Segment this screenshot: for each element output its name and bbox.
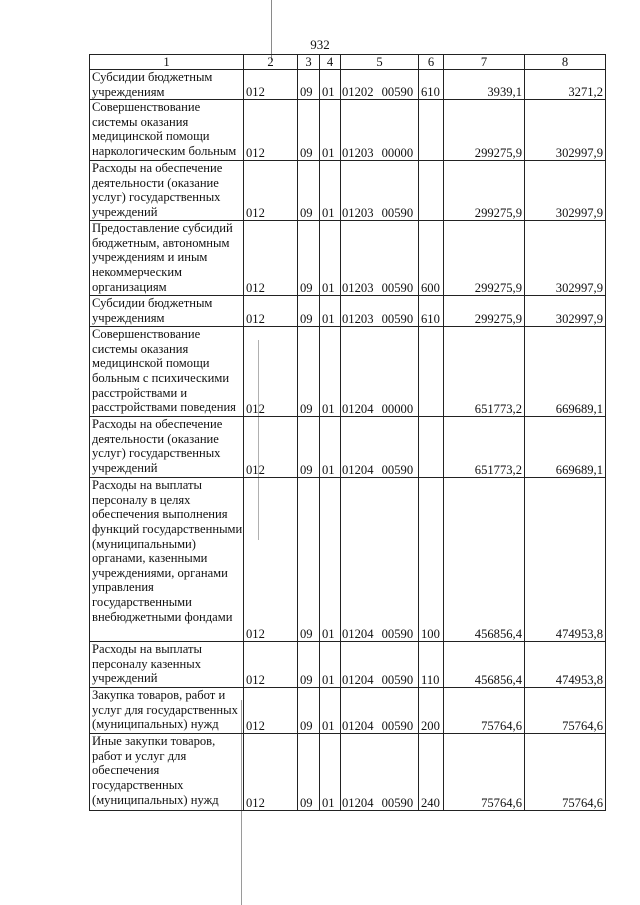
table-body (90, 70, 606, 811)
table-row (90, 221, 606, 296)
column-header: 6 (419, 55, 444, 70)
ministry-code: 012 (244, 417, 298, 478)
item-name: Расходы на выплаты персоналу в целях обеспечения выполнения функций государственными (муниципальными) органами, казенными учреждениями, органами управления государственными внебюджетными фондами (90, 478, 244, 642)
item-name: Иные закупки товаров, работ и услуг для обеспечения государственных (муниципальных) нужд (90, 734, 244, 811)
table-row (90, 70, 606, 100)
table-row (90, 100, 606, 161)
subsection-code: 01 (320, 642, 341, 688)
amount-year1: 3939,1 (444, 70, 525, 100)
budget-table (89, 54, 606, 811)
amount-year2: 669689,1 (525, 417, 606, 478)
expense-type-code: 610 (419, 70, 444, 100)
amount-year2: 474953,8 (525, 478, 606, 642)
amount-year1: 75764,6 (444, 688, 525, 734)
ministry-code: 012 (244, 688, 298, 734)
ministry-code: 012 (244, 100, 298, 161)
table-row (90, 296, 606, 327)
subsection-code: 01 (320, 100, 341, 161)
expense-type-code: 110 (419, 642, 444, 688)
amount-year1: 299275,9 (444, 100, 525, 161)
expense-type-code (419, 327, 444, 417)
section-code: 09 (298, 734, 320, 811)
expense-type-code: 610 (419, 296, 444, 327)
section-code: 09 (298, 688, 320, 734)
subsection-code: 01 (320, 221, 341, 296)
table-row (90, 734, 606, 811)
ministry-code: 012 (244, 642, 298, 688)
item-name: Предоставление субсидий бюджетным, автономным учреждениям и иным некоммерческим организациям (90, 221, 244, 296)
section-code: 09 (298, 296, 320, 327)
item-name: Субсидии бюджетным учреждениям (90, 296, 244, 327)
ministry-code: 012 (244, 296, 298, 327)
target-article-code: 01202 00590 (341, 70, 419, 100)
amount-year2: 302997,9 (525, 100, 606, 161)
table-row (90, 688, 606, 734)
subsection-code: 01 (320, 161, 341, 221)
target-article-code: 01204 00590 (341, 642, 419, 688)
target-article-code: 01203 00590 (341, 221, 419, 296)
column-header: 5 (341, 55, 419, 70)
subsection-code: 01 (320, 688, 341, 734)
expense-type-code: 200 (419, 688, 444, 734)
ministry-code: 012 (244, 734, 298, 811)
page-number: 932 (310, 37, 330, 52)
item-name: Субсидии бюджетным учреждениям (90, 70, 244, 100)
item-name: Совершенствование системы оказания медицинской помощи больным с психическими расстройствами и расстройствами поведения (90, 327, 244, 417)
table-row (90, 642, 606, 688)
amount-year2: 302997,9 (525, 296, 606, 327)
amount-year2: 302997,9 (525, 221, 606, 296)
target-article-code: 01203 00590 (341, 296, 419, 327)
section-code: 09 (298, 327, 320, 417)
column-header: 3 (298, 55, 320, 70)
target-article-code: 01203 00590 (341, 161, 419, 221)
item-name: Закупка товаров, работ и услуг для государственных (муниципальных) нужд (90, 688, 244, 734)
subsection-code: 01 (320, 478, 341, 642)
amount-year1: 299275,9 (444, 221, 525, 296)
subsection-code: 01 (320, 296, 341, 327)
section-code: 09 (298, 642, 320, 688)
table-header-row (90, 55, 606, 70)
amount-year1: 651773,2 (444, 417, 525, 478)
section-code: 09 (298, 70, 320, 100)
item-name: Расходы на выплаты персоналу казенных учреждений (90, 642, 244, 688)
amount-year2: 302997,9 (525, 161, 606, 221)
target-article-code: 01203 00000 (341, 100, 419, 161)
column-header: 8 (525, 55, 606, 70)
item-name: Совершенствование системы оказания медицинской помощи наркологическим больным (90, 100, 244, 161)
subsection-code: 01 (320, 327, 341, 417)
section-code: 09 (298, 221, 320, 296)
ministry-code: 012 (244, 221, 298, 296)
expense-type-code: 100 (419, 478, 444, 642)
item-name: Расходы на обеспечение деятельности (оказание услуг) государственных учреждений (90, 417, 244, 478)
amount-year2: 75764,6 (525, 734, 606, 811)
amount-year1: 299275,9 (444, 161, 525, 221)
target-article-code: 01204 00590 (341, 417, 419, 478)
table-row (90, 161, 606, 221)
section-code: 09 (298, 100, 320, 161)
amount-year1: 456856,4 (444, 478, 525, 642)
target-article-code: 01204 00590 (341, 734, 419, 811)
amount-year1: 75764,6 (444, 734, 525, 811)
ministry-code: 012 (244, 161, 298, 221)
subsection-code: 01 (320, 70, 341, 100)
amount-year2: 669689,1 (525, 327, 606, 417)
target-article-code: 01204 00000 (341, 327, 419, 417)
column-header: 4 (320, 55, 341, 70)
amount-year1: 299275,9 (444, 296, 525, 327)
expense-type-code (419, 100, 444, 161)
item-name: Расходы на обеспечение деятельности (оказание услуг) государственных учреждений (90, 161, 244, 221)
amount-year1: 651773,2 (444, 327, 525, 417)
table-row (90, 417, 606, 478)
table-row (90, 327, 606, 417)
subsection-code: 01 (320, 417, 341, 478)
amount-year1: 456856,4 (444, 642, 525, 688)
expense-type-code: 240 (419, 734, 444, 811)
ministry-code: 012 (244, 327, 298, 417)
section-code: 09 (298, 478, 320, 642)
expense-type-code (419, 417, 444, 478)
column-header: 1 (90, 55, 244, 70)
column-header: 7 (444, 55, 525, 70)
subsection-code: 01 (320, 734, 341, 811)
section-code: 09 (298, 417, 320, 478)
amount-year2: 75764,6 (525, 688, 606, 734)
target-article-code: 01204 00590 (341, 688, 419, 734)
expense-type-code: 600 (419, 221, 444, 296)
ministry-code: 012 (244, 478, 298, 642)
amount-year2: 3271,2 (525, 70, 606, 100)
amount-year2: 474953,8 (525, 642, 606, 688)
column-header: 2 (244, 55, 298, 70)
target-article-code: 01204 00590 (341, 478, 419, 642)
expense-type-code (419, 161, 444, 221)
section-code: 09 (298, 161, 320, 221)
table-row (90, 478, 606, 642)
ministry-code: 012 (244, 70, 298, 100)
